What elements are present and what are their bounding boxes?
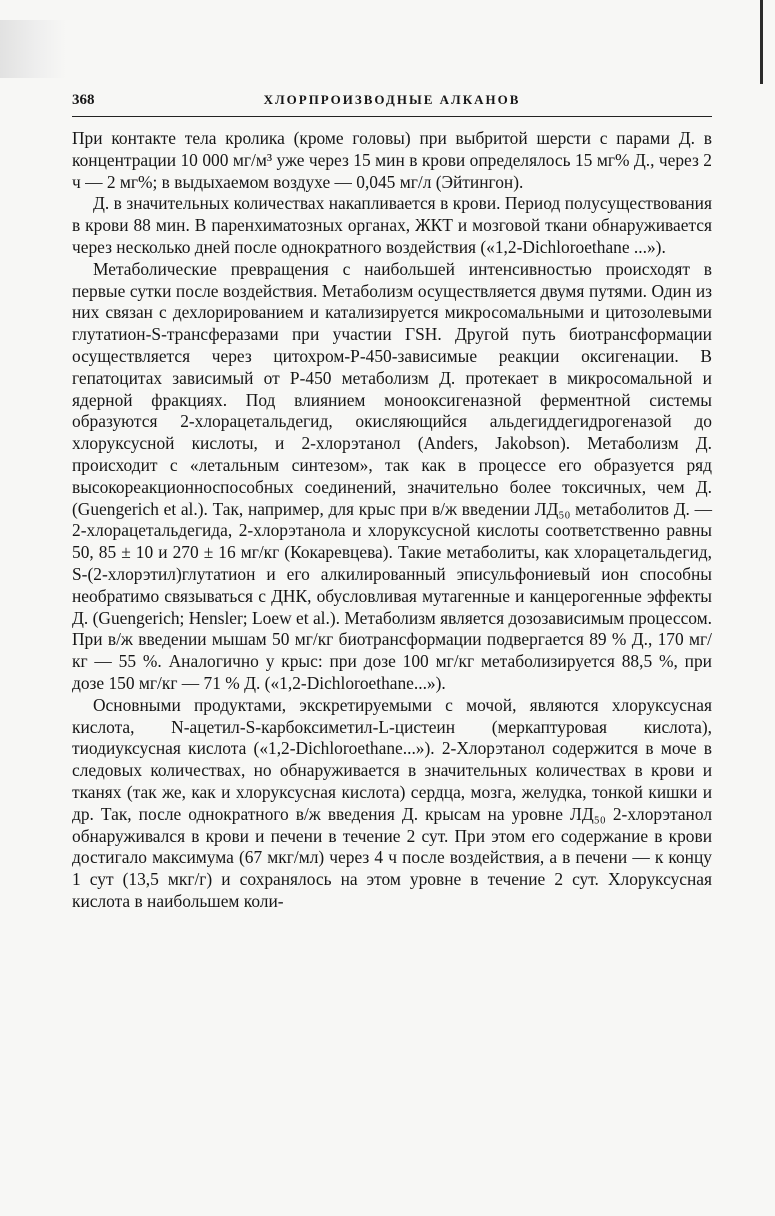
book-page [72,88,712,913]
paragraph-metabolism: Метаболические превращения с наибольшей интенсивностью происходят в первые сутки после воздействия. Метаболизм осуществляется двумя путями. Один из них связан с дехлорированием и катализируется микросомальными и цитозолевыми глутатион-S-трансферазами при участии ГSH. Другой путь биотрансформации осуществляется через цитохром-P-450-зависимые реакции оксигенации. В гепатоцитах зависимый от P-450 метаболизм Д. протекает в микросомальной и ядерной фракциях. Под влиянием монооксигеназной ферментной системы образуются 2-хлорацетальдегид, окисляющийся альдегиддегидрогеназой до хлоруксусной кислоты, и 2-хлорэтанол (Anders, Jakobson). Метаболизм Д. происходит с «летальным синтезом», так как в процессе его образуется ряд высокореакционноспособных соединений, значительно более токсичных, чем Д. (Guengerich et al.). Так, например, для крыс при в/ж введении ЛД₅₀ метаболитов Д. — 2-хлорацетальдегида, 2-хлорэтанола и хлоруксусной кислоты соответственно равны 50, 85 ± 10 и 270 ± 16 мг/кг (Кокаревцева). Такие метаболиты, как хлорацетальдегид, S-(2-хлорэтил)глутатион и его алкилированный эписульфониевый ион способны необратимо связываться с ДНК, обусловливая мутагенные и канцерогенные эффекты Д. (Guengerich; Hensler; Loew et al.). Метаболизм является дозозависимым процессом. При в/ж введении мышам 50 мг/кг биотрансформации подвергается 89 % Д., 170 мг/кг — 55 %. Аналогично у крыс: при дозе 100 мг/кг метаболизируется 88,5 %, при дозе 150 мг/кг — 71 % Д. («1,2-Dichloroethane...»). [72,258,712,693]
running-title: ХЛОРПРОИЗВОДНЫЕ АЛКАНОВ [263,92,521,107]
paragraph-excretion: Основными продуктами, экскретируемыми с мочой, являются хлоруксусная кислота, N-ацетил-S-карбоксиметил-L-цистеин (меркаптуровая кислота), тиодиуксусная кислота («1,2-Dichloroethane...»). 2-Хлорэтанол содержится в моче в следовых количествах, но обнаруживается в значительных количествах в крови и тканях (так же, как и хлоруксусная кислота) сердца, мозга, желудка, тонкой кишки и др. Так, после однократного в/ж введения Д. крысам на уровне ЛД₅₀ 2-хлорэтанол обнаруживался в крови и печени в течение 2 сут. При этом его содержание в крови достигало максимума (67 мкг/мл) через 4 ч после воздействия, а в печени — к концу 1 сут (13,5 мкг/г) и сохранялось на этом уровне в течение 2 сут. Хлоруксусная кислота в наибольшем коли- [72,694,712,911]
page-number: 368 [72,92,95,108]
running-header [72,88,712,117]
binding-edge-line [760,0,763,84]
paragraph-accumulation: Д. в значительных количествах накапливается в крови. Период полусуществования в крови 88 мин. В паренхиматозных органах, ЖКТ и мозговой ткани обнаруживается через несколько дней после однократного воздействия («1,2-Dichloroethane ...»). [72,193,712,257]
scan-smudge [0,20,66,78]
paragraph-rabbit-exposure: При контакте тела кролика (кроме головы) при выбритой шерсти с парами Д. в концентрации 10 000 мг/м³ уже через 15 мин в крови определялось 15 мг% Д., через 2 ч — 2 мг%; в выдыхаемом воздухе — 0,045 мг/л (Эйтингон). [72,128,712,192]
body-text [72,128,712,913]
